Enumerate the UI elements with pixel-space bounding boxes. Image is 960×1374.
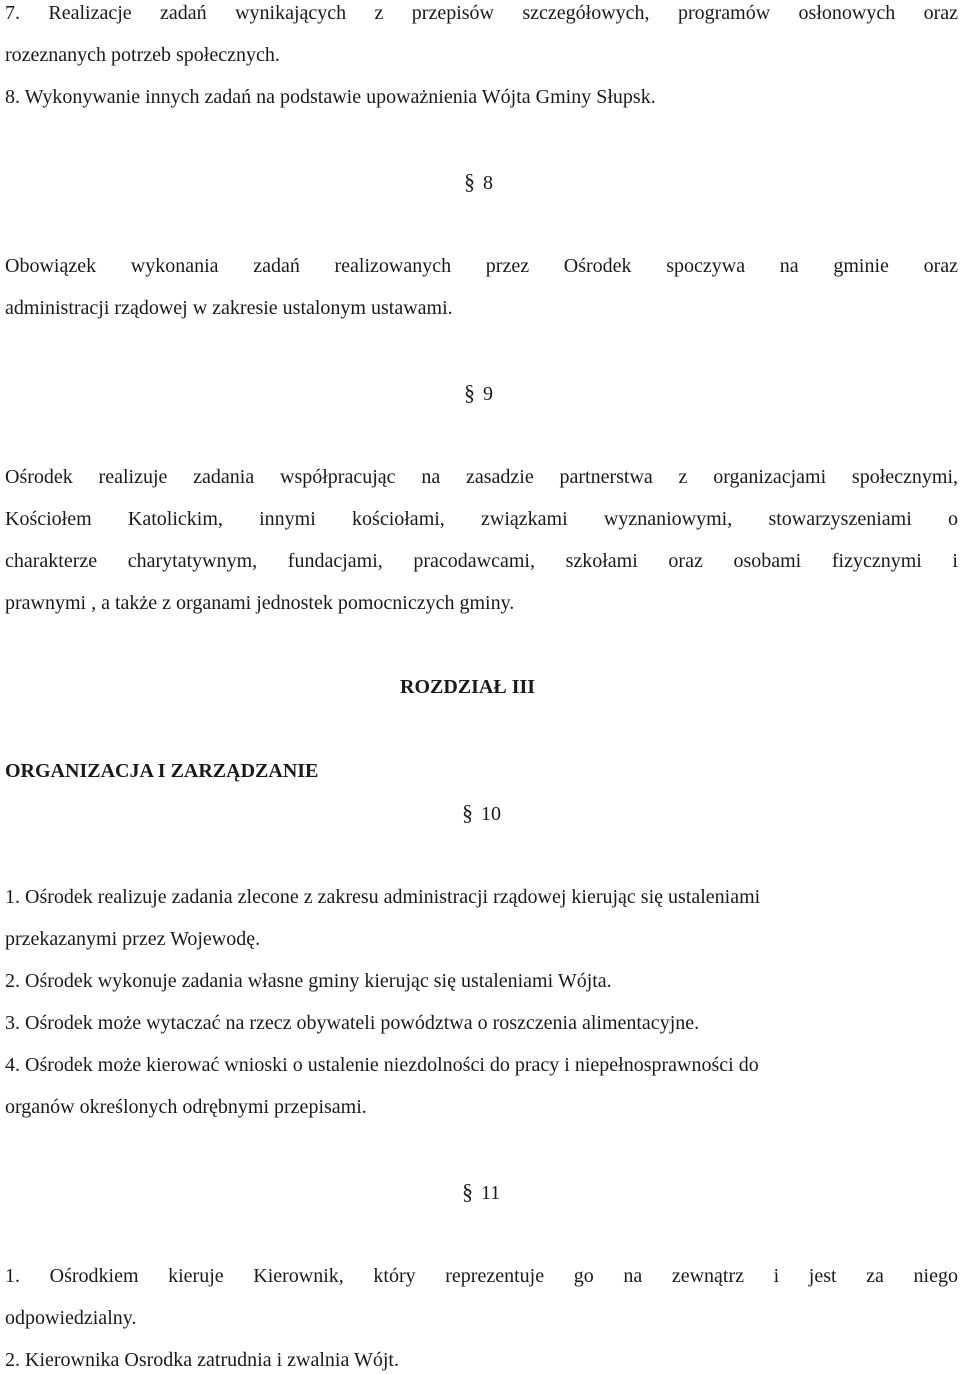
section-sign: § bbox=[462, 1179, 473, 1204]
section-9-heading bbox=[464, 381, 493, 406]
section-9-line-1: Ośrodek realizuje zadania współpracując na zasadzie partnerstwa z organizacjami społecznymi, bbox=[5, 466, 958, 488]
section-sign: § bbox=[462, 800, 473, 825]
section-8-heading bbox=[464, 170, 493, 195]
section-8-line-1: Obowiązek wykonania zadań realizowanych przez Ośrodek spoczywa na gminie oraz bbox=[5, 255, 958, 277]
section-number: 11 bbox=[481, 1182, 501, 1204]
section-10-item-2: 2. Ośrodek wykonuje zadania własne gminy kierując się ustaleniami Wójta. bbox=[5, 970, 612, 992]
section-number: 10 bbox=[481, 803, 501, 825]
item-7-line-2: rozeznanych potrzeb społecznych. bbox=[5, 44, 280, 66]
section-9-line-2: Kościołem Katolickim, innymi kościołami, związkami wyznaniowymi, stowarzyszeniami o bbox=[5, 508, 958, 530]
section-10-item-1-line-2: przekazanymi przez Wojewodę. bbox=[5, 928, 261, 950]
section-10-item-1-line-1: 1. Ośrodek realizuje zadania zlecone z zakresu administracji rządowej kierując się ustaleniami bbox=[5, 886, 761, 908]
section-sign: § bbox=[464, 380, 475, 405]
section-9-line-4: prawnymi , a także z organami jednostek pomocniczych gminy. bbox=[5, 592, 515, 614]
chapter-subtitle: ORGANIZACJA I ZARZĄDZANIE bbox=[5, 760, 319, 782]
section-number: 9 bbox=[483, 383, 493, 405]
section-10-item-3: 3. Ośrodek może wytaczać na rzecz obywateli powództwa o roszczenia alimentacyjne. bbox=[5, 1012, 700, 1034]
section-11-heading bbox=[462, 1180, 500, 1205]
item-8: 8. Wykonywanie innych zadań na podstawie upoważnienia Wójta Gminy Słupsk. bbox=[5, 86, 656, 108]
section-11-item-2: 2. Kierownika Osrodka zatrudnia i zwalnia Wójt. bbox=[5, 1349, 399, 1371]
section-10-item-4-line-2: organów określonych odrębnymi przepisami. bbox=[5, 1096, 367, 1118]
section-sign: § bbox=[464, 169, 475, 194]
section-number: 8 bbox=[483, 172, 493, 194]
section-11-item-1-line-2: odpowiedzialny. bbox=[5, 1307, 137, 1329]
section-11-item-1-line-1: 1. Ośrodkiem kieruje Kierownik, który reprezentuje go na zewnątrz i jest za niego bbox=[5, 1265, 958, 1287]
section-9-line-3: charakterze charytatywnym, fundacjami, pracodawcami, szkołami oraz osobami fizycznymi i bbox=[5, 550, 958, 572]
section-10-item-4-line-1: 4. Ośrodek może kierować wnioski o ustalenie niezdolności do pracy i niepełnosprawności do bbox=[5, 1054, 759, 1076]
section-10-heading bbox=[462, 801, 501, 826]
item-7-line-1: 7. Realizacje zadań wynikających z przepisów szczegółowych, programów osłonowych oraz bbox=[5, 2, 958, 24]
chapter-title: ROZDZIAŁ III bbox=[400, 676, 536, 698]
section-8-line-2: administracji rządowej w zakresie ustalonym ustawami. bbox=[5, 297, 453, 319]
